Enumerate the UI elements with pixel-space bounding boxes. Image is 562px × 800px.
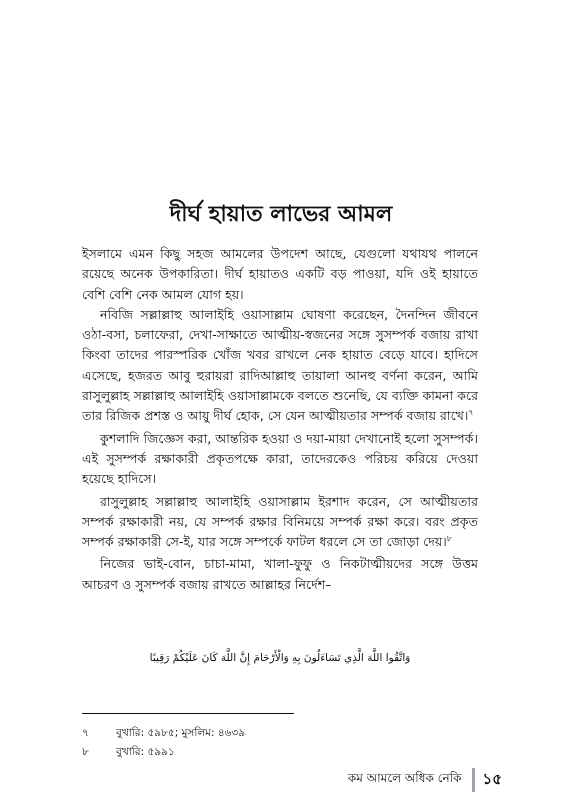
paragraph-4-text: রাসুলুল্লাহ সল্লাল্লাহু আলাইহি ওয়াসাল্লাম ইরশাদ করেন, সে আত্মীয়তার সম্পর্ক রক্ষাকারী নয়, যে সম্পর্ক রক্ষার বিনিময়ে সম্পর্ক রক্ষা করে। বরং প্রকৃত সম্পর্ক রক্ষাকারী সে-ই, যার সঙ্গে সম্পর্কে ফাটল ধরলে সে তা জোড়া দেয়। (82, 493, 478, 550)
page-footer (348, 768, 502, 792)
footnote-divider (82, 713, 294, 714)
paragraph-4 (82, 492, 478, 553)
footnote-ref-7[interactable]: ৭ (468, 408, 474, 418)
footnote-number: ৭ (82, 727, 89, 739)
paragraph-2-text: নবিজি সল্লাল্লাহু আলাইহি ওয়াসাল্লাম ঘোষণা করেছেন, দৈনন্দিন জীবনে ওঠা-বসা, চলাফেরা, দেখা-সাক্ষাতে আত্মীয়-স্বজনের সঙ্গে সুসম্পর্ক বজায় রাখা কিংবা তাদের পারস্পরিক খোঁজ খবর রাখলে নেক হায়াত বেড়ে যাবে। হাদিসে এসেছে, হজরত আবু হুরায়রা রাদিআল্লাহু তায়ালা আনহু বর্ণনা করেন, আমি রাসুলুল্লাহ সল্লাল্লাহু আলাইহি ওয়াসাল্লামকে বলতে শুনেছি, যে ব্যক্তি কামনা করে তার রিজিক প্রশস্ত ও আয়ু দীর্ঘ হোক, সে যেন আত্মীয়তার সম্পর্ক বজায় রাখে। (82, 306, 478, 424)
paragraph-5: নিজের ভাই-বোন, চাচা-মামা, খালা-ফুফু ও নিকটাত্মীয়দের সঙ্গে উত্তম আচরণ ও সুসম্পর্ক বজায় রাখতে আল্লাহর নির্দেশ– (82, 556, 478, 592)
footnote-text: বুখারি: ৫৯৯১ (116, 746, 175, 758)
footnote-ref-8[interactable]: ৮ (446, 533, 452, 543)
running-book-title: কম আমলে অধিক নেকি (347, 771, 462, 785)
page-number: ১৫ (482, 769, 502, 788)
footnote-item (82, 724, 478, 743)
chapter-title: দীর্ঘ হায়াত লাভের আমল (169, 202, 393, 227)
footnotes (82, 724, 478, 762)
paragraph-1: ইসলামে এমন কিছু সহজ আমলের উপদেশ আছে, যেগুলো যথাযথ পালনে রয়েছে অনেক উপকারিতা। দীর্ঘ হায়াতও একটি বড় পাওয়া, যদি ওই হায়াতে বেশি বেশি নেক আমল যোগ হয়। (82, 246, 478, 302)
arabic-verse: وَاتَّقُوا اللَّهَ الَّذِي تَسَاءَلُونَ بِهِ وَالْأَرْحَامَ إِنَّ اللَّهَ كَانَ عَلَيْكُمْ رَقِيبًا (149, 652, 411, 664)
footnote-item (82, 743, 478, 762)
body-text (82, 244, 478, 595)
paragraph-2 (82, 305, 478, 427)
footnote-number: ৮ (82, 746, 89, 758)
footer-divider-bar (472, 768, 475, 792)
paragraph-3: কুশলাদি জিজ্ঞেস করা, আন্তরিক হওয়া ও দয়া-মায়া দেখানোই হলো সুসম্পর্ক। এই সুসম্পর্ক রক্ষাকারী প্রকৃতপক্ষে কারা, তাদেরকেও পরিচয় করিয়ে দেওয়া হয়েছে হাদিসে। (82, 430, 478, 487)
footnote-text: বুখারি: ৫৯৮৫; মুসলিম: ৪৬৩৯ (116, 727, 246, 739)
